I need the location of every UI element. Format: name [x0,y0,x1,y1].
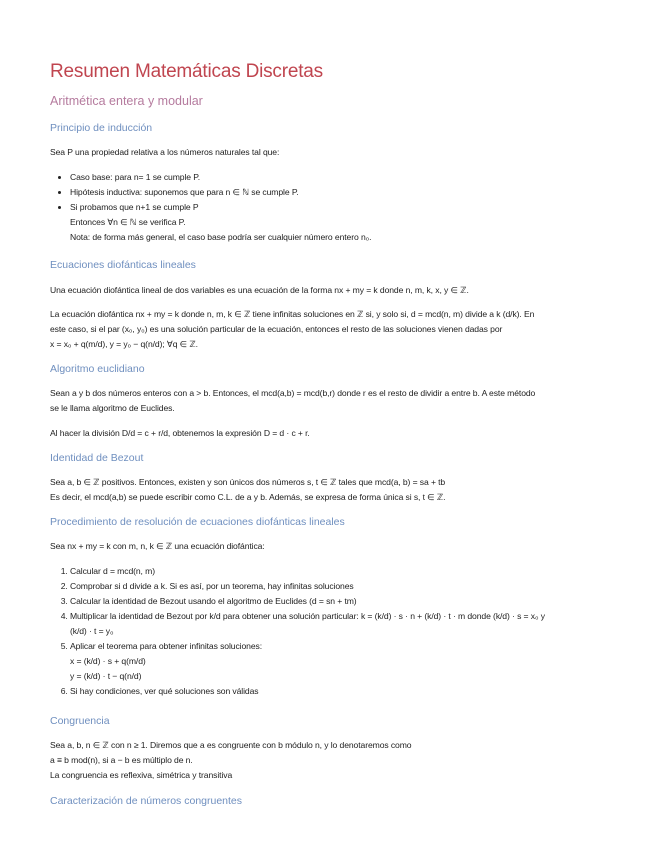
list-item-line: • Si probamos que n+1 se cumple P [70,202,199,212]
paragraph-line: Sean a y b dos números enteros con a > b. Entonces, el mcd(a,b) = mcd(b,r) donde r es el resto de dividir a entre b. A este método [50,388,536,398]
diofanticas-theorem [50,307,605,352]
list-item: 3. Calcular la identidad de Bezout usando el algoritmo de Euclides (d = sn + tm) [70,594,605,609]
paragraph-line: este caso, si el par (x₀, y₀) es una solución particular de la ecuación, entonces el resto de las soluciones vienen dadas por [50,324,503,334]
list-item-line: Nota: de forma más general, el caso base podría ser cualquier número entero n₀. [70,232,372,242]
heading-congruencia: Congruencia [50,715,110,727]
paragraph-line: x = x₀ + q(m/d), y = y₀ − q(n/d); ∀q ∈ ℤ. [50,339,198,349]
procedimiento-steps [50,564,605,699]
paragraph-line: Sea a, b, n ∈ ℤ con n ≥ 1. Diremos que a es congruente con b módulo n, y lo denotaremos como [50,740,412,750]
paragraph-line: Es decir, el mcd(a,b) se puede escribir como C.L. de a y b. Además, se expresa de forma única si s, t ∈ ℤ. [50,492,446,502]
list-item-line: 4. Multiplicar la identidad de Bezout por k/d para obtener una solución particular: k = (k/d) · s · n + (k/d) · t · m donde (k/d) · s = x₀ y [70,611,545,621]
heading-procedimiento: Procedimiento de resolución de ecuaciones diofánticas lineales [50,516,345,528]
list-item-line: (k/d) · t = y₀ [70,626,114,636]
euclides-division: Al hacer la división D/d = c + r/d, obtenemos la expresión D = d · c + r. [50,428,310,438]
section-title: Aritmética entera y modular [50,94,203,108]
heading-bezout: Identidad de Bezout [50,452,144,464]
list-item: 1. Calcular d = mcd(n, m) [70,564,605,579]
congruencia-paragraph [50,738,605,783]
list-item: • Caso base: para n= 1 se cumple P. [70,170,605,185]
list-item-line: y = (k/d) · t − q(n/d) [70,671,142,681]
bezout-paragraph [50,475,605,505]
euclides-paragraph [50,386,605,416]
paragraph-line: La congruencia es reflexiva, simétrica y transitiva [50,770,233,780]
list-item-line: x = (k/d) · s + q(m/d) [70,656,146,666]
list-item-line: 5. Aplicar el teorema para obtener infinitas soluciones: [70,641,262,651]
list-item: 2. Comprobar si d divide a k. Si es así, por un teorema, hay infinitas soluciones [70,579,605,594]
induccion-intro: Sea P una propiedad relativa a los números naturales tal que: [50,147,280,157]
paragraph-line: La ecuación diofántica nx + my = k donde n, m, k ∈ ℤ tiene infinitas soluciones en ℤ si, y solo si, d = mcd(n, m) divide a k (d/k). En [50,309,535,319]
paragraph-line: Sea a, b ∈ ℤ positivos. Entonces, existen y son únicos dos números s, t ∈ ℤ tales que mcd(a, b) = sa + tb [50,477,446,487]
procedimiento-intro: Sea nx + my = k con m, n, k ∈ ℤ una ecuación diofántica: [50,541,265,551]
list-item [70,200,605,245]
list-item: • Hipótesis inductiva: suponemos que para n ∈ ℕ se cumple P. [70,185,605,200]
induccion-list [50,170,605,245]
paragraph-line: se le llama algoritmo de Euclides. [50,403,175,413]
list-item: 6. Si hay condiciones, ver qué soluciones son válidas [70,684,605,699]
paragraph-line: a ≡ b mod(n), si a − b es múltiplo de n. [50,755,193,765]
heading-euclides: Algoritmo euclidiano [50,363,145,375]
page-title: Resumen Matemáticas Discretas [50,61,323,82]
heading-diofanticas: Ecuaciones diofánticas lineales [50,259,196,271]
diofanticas-definition: Una ecuación diofántica lineal de dos variables es una ecuación de la forma nx + my = k donde n, m, k, x, y ∈ ℤ. [50,285,469,295]
heading-caracterizacion: Caracterización de números congruentes [50,795,243,807]
heading-induccion: Principio de inducción [50,122,153,134]
list-item [70,639,605,684]
list-item-line: Entonces ∀n ∈ ℕ se verifica P. [70,217,186,227]
list-item [70,609,605,639]
